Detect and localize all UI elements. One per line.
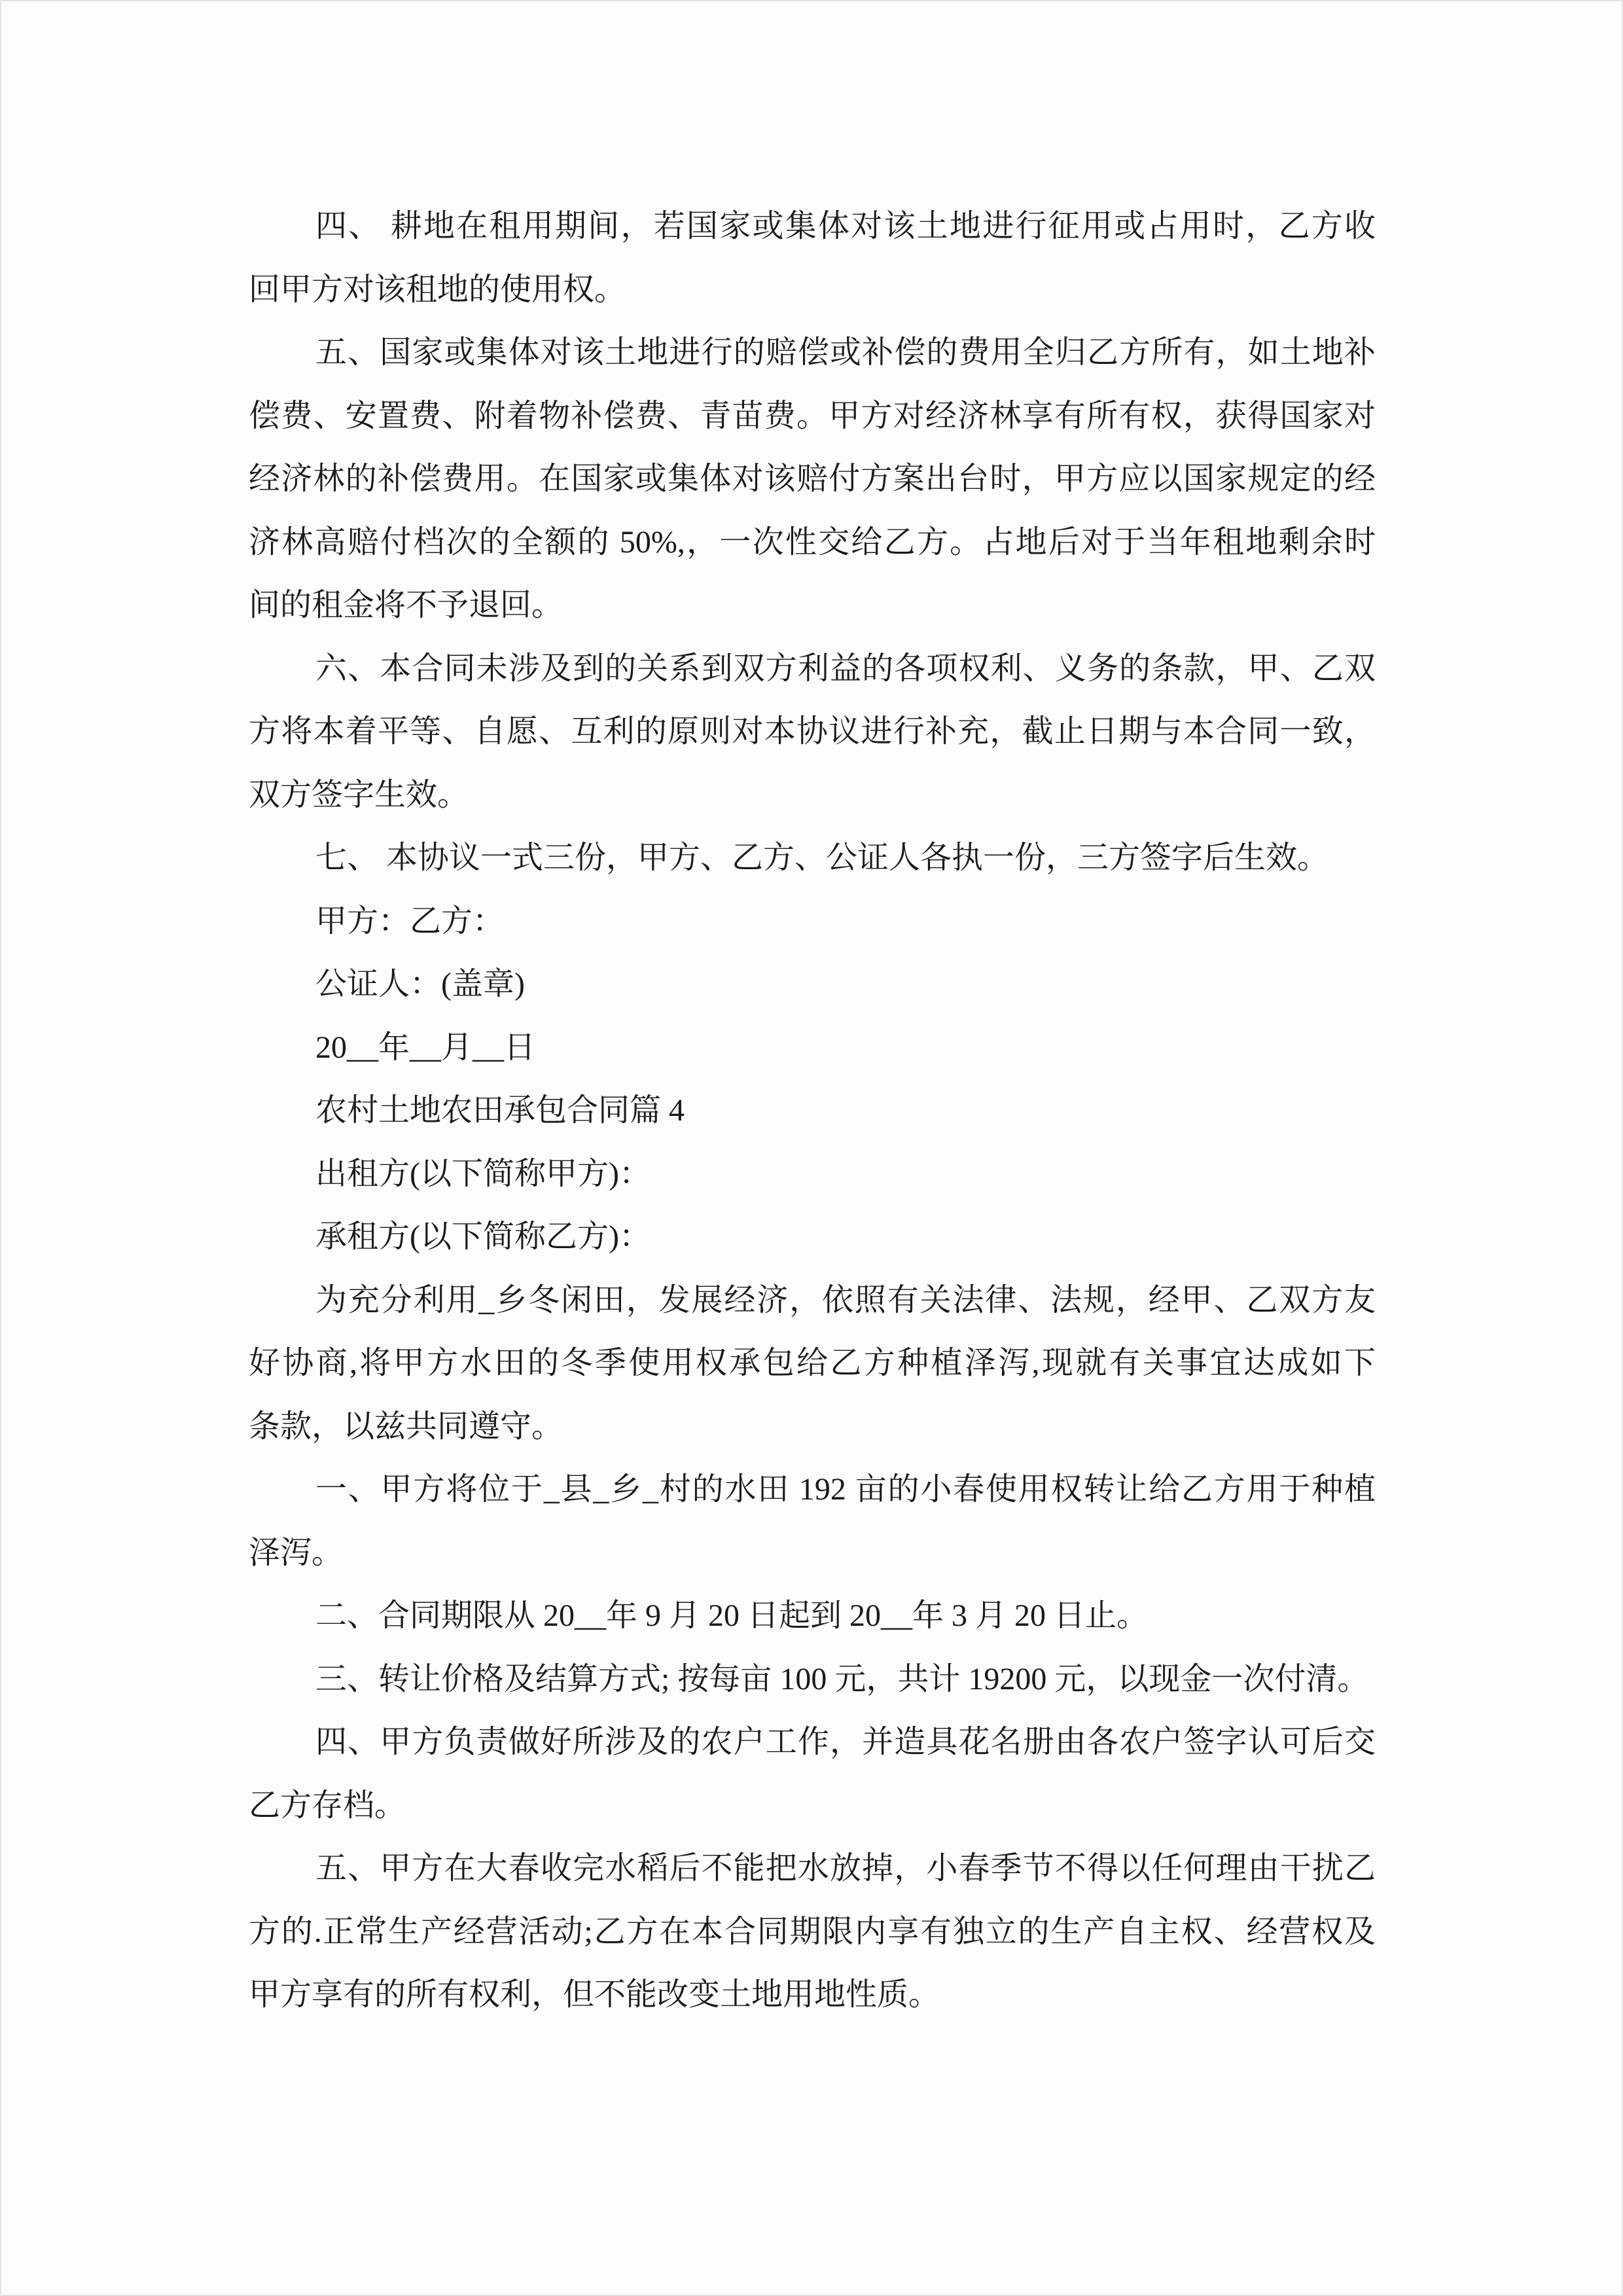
text-line: 一、甲方将位于_县_乡_村的水田 192 亩的小春使用权转让给乙方用于种植 xyxy=(315,1472,1376,1507)
text-line: 泽泻。 xyxy=(249,1535,344,1570)
text-line: 好协商,将甲方水田的冬季使用权承包给乙方种植泽泻,现就有关事宜达成如下 xyxy=(249,1346,1376,1380)
text-line: 六、本合同未涉及到的关系到双方利益的各项权利、义务的条款，甲、乙双 xyxy=(315,651,1376,686)
text-line: 间的租金将不予退回。 xyxy=(249,588,563,622)
text-line: 五、甲方在大春收完水稻后不能把水放掉，小春季节不得以任何理由干扰乙 xyxy=(315,1851,1376,1886)
text-line: 为充分利用_乡冬闲田，发展经济，依照有关法律、法规，经甲、乙双方友 xyxy=(315,1282,1376,1318)
text-line: 四、 耕地在租用期间，若国家或集体对该土地进行征用或占用时，乙方收 xyxy=(315,209,1376,243)
text-line: 20__年__月__日 xyxy=(315,1030,536,1065)
text-line: 出租方(以下简称甲方)： xyxy=(315,1156,651,1191)
text-line: 回甲方对该租地的使用权。 xyxy=(249,272,626,307)
text-line: 甲方享有的所有权利，但不能改变土地用地性质。 xyxy=(249,1977,940,2012)
text-line: 二、合同期限从 20__年 9 月 20 日起到 20__年 3 月 20 日止。 xyxy=(315,1598,1149,1633)
text-line: 方的.正常生产经营活动;乙方在本合同期限内享有独立的生产自主权、经营权及 xyxy=(249,1914,1376,1949)
text-line: 济林高赔付档次的全额的 50%,，一次性交给乙方。占地后对于当年租地剩余时 xyxy=(249,524,1376,560)
text-line: 双方签字生效。 xyxy=(249,777,469,812)
text-line: 公证人：(盖章) xyxy=(315,967,525,1001)
text-line: 农村土地农田承包合同篇 4 xyxy=(315,1093,685,1128)
text-line: 条款，以兹共同遵守。 xyxy=(249,1408,563,1444)
text-line: 五、国家或集体对该土地进行的赔偿或补偿的费用全归乙方所有，如土地补 xyxy=(315,335,1376,370)
contract-text-body xyxy=(249,195,1376,2027)
text-line: 乙方存档。 xyxy=(249,1787,406,1823)
text-line: 偿费、安置费、附着物补偿费、青苗费。甲方对经济林享有所有权，获得国家对 xyxy=(249,398,1376,433)
text-line: 方将本着平等、自愿、互利的原则对本协议进行补充，截止日期与本合同一致， xyxy=(249,714,1376,749)
text-line: 七、 本协议一式三份，甲方、乙方、公证人各执一份，三方签字后生效。 xyxy=(315,840,1329,875)
text-line: 承租方(以下简称乙方)： xyxy=(315,1219,651,1254)
text-line: 甲方：乙方： xyxy=(315,903,505,939)
text-line: 三、转让价格及结算方式; 按每亩 100 元，共计 19200 元，以现金一次付清。 xyxy=(315,1661,1369,1696)
text-line: 经济林的补偿费用。在国家或集体对该赔付方案出台时，甲方应以国家规定的经 xyxy=(249,461,1376,496)
text-line: 四、甲方负责做好所涉及的农户工作，并造具花名册由各农户签字认可后交 xyxy=(315,1725,1376,1759)
